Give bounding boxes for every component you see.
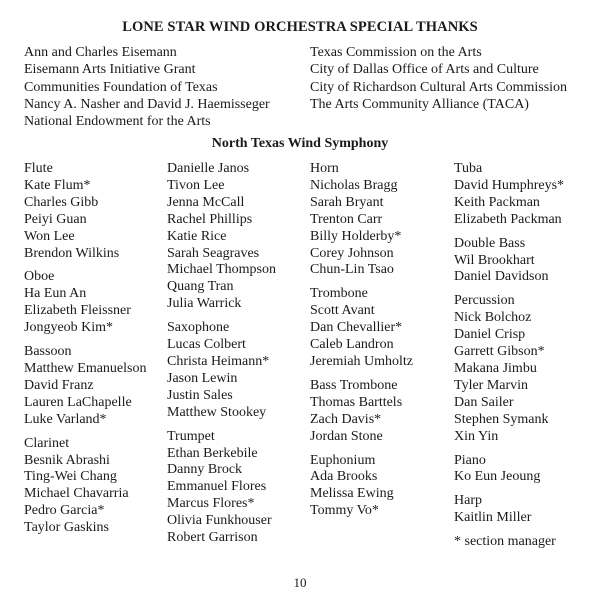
- page-number: 10: [293, 575, 307, 590]
- member-name: Jongyeob Kim*: [24, 320, 114, 336]
- member-name: Kaitlin Miller: [454, 510, 532, 526]
- member-name: David Humphreys*: [454, 177, 565, 193]
- member-name: Jeremiah Umholtz: [310, 353, 414, 369]
- member-name: Rachel Phillips: [167, 211, 253, 227]
- member-name: Scott Avant: [310, 303, 375, 319]
- member-name: Brendon Wilkins: [24, 245, 120, 261]
- member-name: Charles Gibb: [24, 194, 99, 210]
- section-spacer: [24, 337, 146, 344]
- thanks-item: Nancy A. Nasher and David J. Haemisseger: [24, 96, 270, 112]
- member-name: Zach Davis*: [310, 411, 382, 427]
- section-spacer: [454, 446, 564, 453]
- member-name: Lucas Colbert: [167, 337, 246, 353]
- section-spacer: [454, 527, 564, 534]
- member-name: Jason Lewin: [167, 370, 238, 386]
- roster-column-1: [24, 161, 146, 537]
- member-name: Ting-Wei Chang: [24, 469, 117, 485]
- member-name: Kate Flum*: [24, 177, 91, 193]
- thanks-item: Communities Foundation of Texas: [24, 79, 218, 95]
- section-heading: Tuba: [454, 161, 483, 176]
- member-name: Besnik Abrashi: [24, 452, 110, 468]
- member-name: Nick Bolchoz: [454, 310, 532, 326]
- member-name: Caleb Landron: [310, 337, 394, 353]
- section-spacer: [454, 486, 564, 493]
- member-name: Billy Holderby*: [310, 228, 402, 244]
- member-name: Taylor Gaskins: [24, 520, 109, 536]
- member-name: Nicholas Bragg: [310, 177, 398, 193]
- section-heading: Bass Trombone: [310, 377, 398, 393]
- section-spacer: [310, 371, 413, 378]
- member-name: Emmanuel Flores: [167, 479, 267, 495]
- member-name: Pedro Garcia*: [24, 503, 105, 519]
- member-name: Tyler Marvin: [454, 377, 529, 393]
- roster-column-4: [454, 161, 564, 551]
- section-heading: Horn: [310, 161, 339, 176]
- member-name: Daniel Crisp: [454, 327, 526, 343]
- roster-column-3: [310, 161, 413, 520]
- member-name: Dan Chevallier*: [310, 320, 403, 336]
- member-name: Corey Johnson: [310, 245, 394, 261]
- member-name: Won Lee: [24, 228, 75, 244]
- section-spacer: [454, 229, 564, 236]
- section-heading: Percussion: [454, 293, 515, 309]
- roster-column-2: [167, 161, 276, 547]
- member-name: Sarah Bryant: [310, 194, 384, 210]
- section-spacer: [24, 262, 146, 269]
- member-name: Jenna McCall: [167, 194, 245, 210]
- section-heading: Double Bass: [454, 235, 526, 251]
- member-name: Danielle Janos: [167, 161, 250, 176]
- member-name: Michael Chavarria: [24, 486, 129, 502]
- member-name: Ada Brooks: [310, 469, 378, 485]
- page-title: LONE STAR WIND ORCHESTRA SPECIAL THANKS: [122, 19, 478, 35]
- member-name: Matthew Emanuelson: [24, 360, 147, 376]
- section-heading: Clarinet: [24, 435, 70, 451]
- member-name: Makana Jimbu: [454, 360, 537, 376]
- member-name: Thomas Barttels: [310, 394, 403, 410]
- member-name: Xin Yin: [454, 428, 499, 444]
- member-name: Daniel Davidson: [454, 269, 549, 285]
- section-heading: Bassoon: [24, 344, 72, 360]
- section-spacer: [310, 279, 413, 286]
- member-name: Ethan Berkebile: [167, 445, 258, 461]
- member-name: Ha Eun An: [24, 286, 87, 302]
- section-spacer: [454, 286, 564, 293]
- thanks-item: City of Dallas Office of Arts and Culture: [310, 62, 539, 78]
- member-name: Chun-Lin Tsao: [310, 262, 394, 278]
- section-heading: Trombone: [310, 286, 368, 302]
- member-name: David Franz: [24, 377, 94, 393]
- member-name: Luke Varland*: [24, 411, 107, 427]
- member-name: Elizabeth Fleissner: [24, 303, 131, 319]
- member-name: Peiyi Guan: [24, 211, 87, 227]
- member-name: Ko Eun Jeoung: [454, 469, 541, 485]
- section-spacer: [167, 422, 276, 429]
- thanks-item: The Arts Community Alliance (TACA): [310, 96, 529, 112]
- member-name: Garrett Gibson*: [454, 344, 545, 360]
- member-name: Dan Sailer: [454, 394, 514, 410]
- section-heading: Piano: [454, 452, 486, 468]
- section-spacer: [167, 313, 276, 320]
- member-name: Stephen Symank: [454, 411, 549, 427]
- member-name: Christa Heimann*: [167, 353, 270, 369]
- member-name: Olivia Funkhouser: [167, 513, 272, 529]
- member-name: Robert Garrison: [167, 530, 258, 546]
- member-name: Tivon Lee: [167, 177, 225, 193]
- section-heading: Flute: [24, 161, 53, 176]
- member-name: Julia Warrick: [167, 296, 242, 312]
- member-name: Danny Brock: [167, 462, 243, 478]
- member-name: Keith Packman: [454, 194, 540, 210]
- member-name: Jordan Stone: [310, 428, 383, 444]
- member-name: * section manager: [454, 534, 556, 550]
- section-heading: Euphonium: [310, 452, 376, 468]
- member-name: Trenton Carr: [310, 211, 383, 227]
- member-name: Wil Brookhart: [454, 252, 535, 268]
- thanks-list-left: [24, 44, 270, 130]
- section-spacer: [24, 429, 146, 436]
- member-name: Marcus Flores*: [167, 496, 255, 512]
- thanks-item: Eisemann Arts Initiative Grant: [24, 62, 196, 78]
- member-name: Sarah Seagraves: [167, 245, 260, 261]
- member-name: Matthew Stookey: [167, 404, 267, 420]
- thanks-item: City of Richardson Cultural Arts Commission: [310, 79, 568, 95]
- member-name: Tommy Vo*: [310, 503, 379, 519]
- member-name: Melissa Ewing: [310, 486, 394, 502]
- member-name: Quang Tran: [167, 279, 234, 295]
- thanks-item: National Endowment for the Arts: [24, 114, 211, 130]
- thanks-item: Texas Commission on the Arts: [310, 45, 482, 60]
- section-heading: Harp: [454, 493, 482, 509]
- thanks-list-right: [310, 44, 567, 113]
- member-name: Elizabeth Packman: [454, 211, 562, 227]
- section-heading: Saxophone: [167, 320, 230, 336]
- ensemble-title: North Texas Wind Symphony: [211, 136, 389, 151]
- section-heading: Trumpet: [167, 428, 215, 444]
- section-spacer: [310, 446, 413, 453]
- thanks-item: Ann and Charles Eisemann: [24, 45, 177, 60]
- member-name: Michael Thompson: [167, 262, 277, 278]
- section-heading: Oboe: [24, 269, 55, 285]
- member-name: Lauren LaChapelle: [24, 394, 132, 410]
- member-name: Katie Rice: [167, 228, 227, 244]
- member-name: Justin Sales: [167, 387, 233, 403]
